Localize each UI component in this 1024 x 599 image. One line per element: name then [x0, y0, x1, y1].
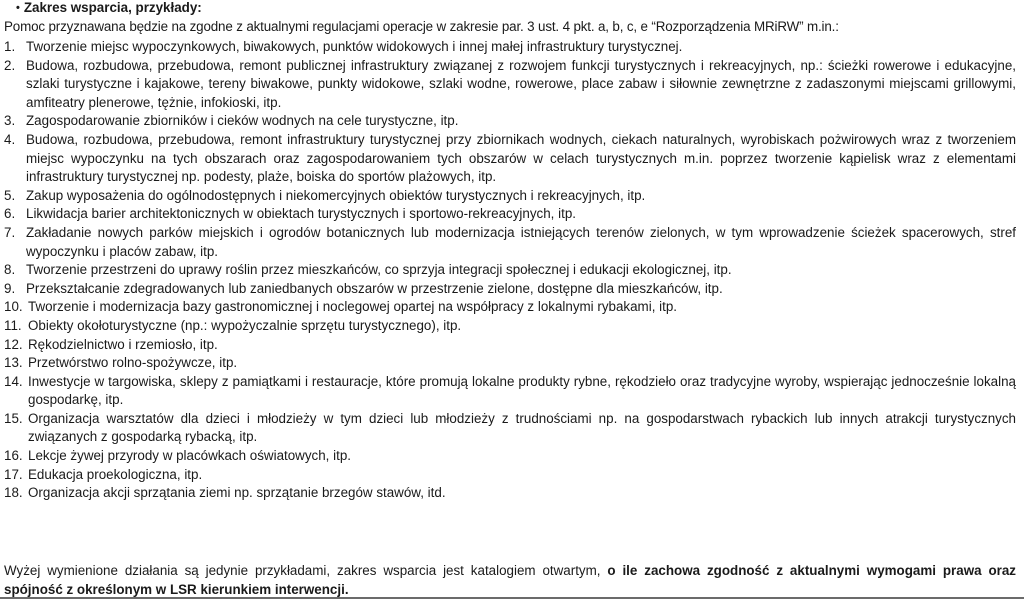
section-title: Zakres wsparcia, przykłady: — [23, 0, 202, 15]
list-item-text: Rękodzielnictwo i rzemiosło, itp. — [28, 336, 218, 352]
list-item-text: Zakładanie nowych parków miejskich i ogrodów botanicznych lub modernizacja istniejących terenów zielonych, w tym wprowadzenie ścieżek spacerowych, stref wypoczynku i placów zabaw, itp. — [26, 224, 1016, 259]
list-item — [4, 336, 1016, 355]
list-item — [4, 298, 1016, 317]
list-item-number: 15. — [4, 410, 23, 426]
list-item-text: Tworzenie miejsc wypoczynkowych, biwakowych, punktów widokowych i innej małej infrastruktury turystycznej. — [26, 39, 683, 54]
closing-text: Wyżej wymienione działania są jedynie przykładami, zakres wsparcia jest katalogiem otwartym, — [4, 563, 608, 578]
list-item — [4, 466, 1016, 485]
list-item-text: Organizacja akcji sprzątania ziemi np. sprzątanie brzegów stawów, itd. — [28, 485, 446, 501]
list-item-text: Budowa, rozbudowa, przebudowa, remont infrastruktury turystycznej przy zbiornikach wodnych, ciekach naturalnych, wyrobiskach pożwirowych wraz z tworzeniem miejsc wypoczynku na tych obszarach oraz zagospodarowaniem tych obszarów w celach turystycznych m.in. poprzez tworzenie kąpielisk wraz z elementami infrastruktury turystycznej np. podesty, plaże, boiska do sportów plażowych, itp. — [26, 131, 1016, 185]
list-item — [4, 410, 1016, 447]
list-item-number: 6. — [4, 206, 16, 222]
list-item-number: 13. — [4, 355, 23, 371]
list-item-text: Tworzenie i modernizacja bazy gastronomicznej i noclegowej opartej na współpracy z lokalnymi rybakami, itp. — [28, 299, 677, 315]
list-item-number: 7. — [4, 224, 16, 240]
section-heading — [16, 0, 202, 19]
list-item-number: 4. — [4, 131, 16, 147]
list-item-text: Organizacja warsztatów dla dzieci i młodzieży w tym dzieci lub młodzieży z trudnościami np. na gospodarstwach rybackich lub innych atrakcji turystycznych związanych z gospodarką rybacką, itp. — [28, 410, 1016, 445]
list-item-text: Zakup wyposażenia do ogólnodostępnych i niekomercyjnych obiektów turystycznych i rekreacyjnych, itp. — [26, 187, 646, 203]
list-item — [4, 205, 1016, 224]
list-item — [4, 112, 1016, 131]
list-item-number: 8. — [4, 262, 16, 278]
list-item-number: 16. — [4, 448, 23, 464]
list-item-number: 17. — [4, 466, 23, 482]
list-item — [4, 373, 1016, 410]
list-item-text: Obiekty okołoturystyczne (np.: wypożyczalnie sprzętu turystycznego), itp. — [28, 317, 462, 333]
list-item-number: 2. — [4, 57, 16, 73]
list-item — [4, 224, 1016, 261]
list-item-text: Przekształcanie zdegradowanych lub zaniedbanych obszarów w przestrzenie zielone, dostępne dla mieszkańców, itp. — [26, 280, 723, 296]
list-item — [4, 280, 1016, 299]
list-item-number: 12. — [4, 336, 23, 352]
list-item — [4, 187, 1016, 206]
list-item-text: Zagospodarowanie zbiorników i cieków wodnych na cele turystyczne, itp. — [26, 113, 459, 129]
list-item-number: 11. — [4, 317, 22, 333]
list-item-text: Tworzenie przestrzeni do uprawy roślin przez mieszkańców, co sprzyja integracji społecznej i edukacji ekologicznej, itp. — [26, 262, 732, 278]
closing-paragraph — [4, 562, 1016, 599]
intro-paragraph: Pomoc przyznawana będzie na zgodne z aktualnymi regulacjami operacje w zakresie par. 3 ust. 4 pkt. a, b, c, e “Rozporządzenia MRiRW” m.in.: — [4, 19, 839, 34]
list-item — [4, 447, 1016, 466]
list-item — [4, 57, 1016, 113]
list-item-number: 9. — [4, 280, 16, 296]
list-item — [4, 131, 1016, 187]
closing-emphasis: o ile zachowa zgodność z aktualnymi wymogami prawa oraz spójność z określonym w LSR kierunkiem interwencji. — [4, 563, 1017, 597]
examples-list — [4, 38, 1016, 503]
list-item — [4, 38, 1016, 57]
list-item-number: 10. — [4, 299, 23, 315]
list-item — [4, 317, 1016, 336]
list-item-text: Przetwórstwo rolno-spożywcze, itp. — [28, 355, 238, 371]
list-item-text: Edukacja proekologiczna, itp. — [28, 466, 203, 482]
list-item-number: 3. — [4, 113, 16, 129]
list-item-text: Budowa, rozbudowa, przebudowa, remont publicznej infrastruktury związanej z rozwojem funkcji turystycznych i rekreacyjnych, np.: ścieżki rowerowe i edukacyjne, szlaki turystyczne i kajakowe, tereny biwakowe, punkty widokowe, szlaki wodne, rowerowe, place zabaw i siłownie zewnętrzne z zadaszonymi miejscami grillowymi, amfiteatry plenerowe, tężnie, infokioski, itp. — [26, 57, 1016, 110]
list-item-number: 18. — [4, 485, 23, 501]
list-item-text: Likwidacja barier architektonicznych w obiektach turystycznych i sportowo-rekreacyjnych, itp. — [26, 206, 576, 222]
list-item-text: Inwestycje w targowiska, sklepy z pamiątkami i restauracje, które promują lokalne produkty rybne, rękodzieło oraz tradycyjne wyroby, wspierając jednocześnie lokalną gospodarkę, itp. — [28, 373, 1016, 408]
list-item-text: Lekcje żywej przyrody w placówkach oświatowych, itp. — [28, 448, 351, 464]
bullet-icon: • — [16, 2, 20, 14]
list-item-number: 14. — [4, 373, 23, 389]
list-item-number: 5. — [4, 187, 16, 203]
list-item — [4, 261, 1016, 280]
list-item-number: 1. — [4, 39, 16, 54]
list-item — [4, 354, 1016, 373]
list-item — [4, 484, 1016, 503]
